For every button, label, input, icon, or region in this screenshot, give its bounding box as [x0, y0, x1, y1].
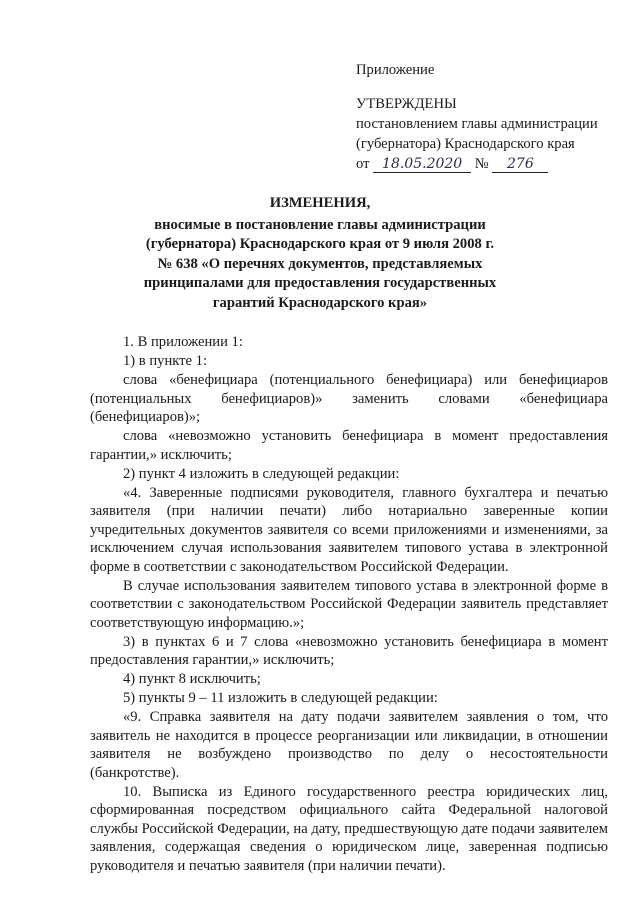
paragraph: 5) пункты 9 – 11 изложить в следующей редакции:	[123, 690, 438, 706]
title-line-1: вносимые в постановление главы администрации	[154, 216, 486, 233]
title-line-4: принципалами для предоставления государственных	[143, 275, 497, 291]
paragraph: «9. Справка заявителя на дату подачи заявителем заявления о том, что заявитель не находится в процессе реорганизации или ликвидации, в отношении заявителя не возбуждено производство по делу о несостоятельности (банкротстве).	[90, 709, 608, 781]
title-line-3: № 638 «О перечнях документов, представляемых	[157, 255, 483, 272]
paragraph: 10. Выписка из Единого государственного реестра юридических лиц, сформированная посредством официального сайта Федеральной налоговой службы Российской Федерации, на дату, предшествующую дате подачи заявителем заявления, содержащая сведения о юридическом лице, заверенная подписью руководителя и печатью заявителя (при наличии печати).	[90, 783, 608, 874]
from-label: от	[356, 156, 370, 172]
approval-block	[356, 60, 616, 80]
document-title	[110, 194, 530, 313]
paragraph: В случае использования заявителем типового устава в электронной форме в соответствии с законодательством Российской Федерации заявитель представляет соответствующую информацию.»;	[90, 577, 608, 631]
title-line-2: (губернатора) Краснодарского края от 9 июля 2008 г.	[145, 236, 495, 252]
paragraph: слова «бенефициара (потенциального бенефициара) или бенефициаров (потенциальных бенефициаров)» заменить словами «бенефициара (бенефициаров)»;	[90, 372, 608, 425]
paragraph: 3) в пунктах 6 и 7 слова «невозможно установить бенефициара в момент предоставления гарантии,» исключить;	[90, 633, 608, 668]
paragraph: «4. Заверенные подписями руководителя, главного бухгалтера и печатью заявителя (при наличии печати) либо нотариально заверенные копии учредительных документов заявителя со всеми приложениями и изменениями, за исключением случая использования заявителем типового устава в электронной форме в соответствии с законодательством Российской Федерации.	[90, 484, 608, 575]
paragraph: 4) пункт 8 исключить;	[123, 671, 261, 687]
document-body	[90, 333, 608, 876]
number-label: №	[474, 156, 489, 172]
paragraph: 1. В приложении 1:	[123, 334, 243, 350]
paragraph: 1) в пункте 1:	[123, 353, 208, 369]
handwritten-number: 276	[492, 156, 548, 173]
approved-by-line1: постановлением главы администрации	[356, 116, 598, 132]
approved-by-line2: (губернатора) Краснодарского края	[356, 136, 575, 152]
paragraph: 2) пункт 4 изложить в следующей редакции:	[123, 465, 400, 482]
approved-label: УТВЕРЖДЕНЫ	[356, 96, 457, 112]
title-heading: ИЗМЕНЕНИЯ,	[269, 195, 371, 211]
paragraph: слова «невозможно установить бенефициара в момент предоставления гарантии,» исключить;	[90, 428, 608, 463]
date-number-line	[356, 154, 616, 174]
approval-details	[356, 94, 616, 174]
handwritten-date: 18.05.2020	[373, 156, 471, 173]
title-line-5: гарантий Краснодарского края»	[212, 294, 428, 311]
appendix-label: Приложение	[356, 62, 435, 78]
